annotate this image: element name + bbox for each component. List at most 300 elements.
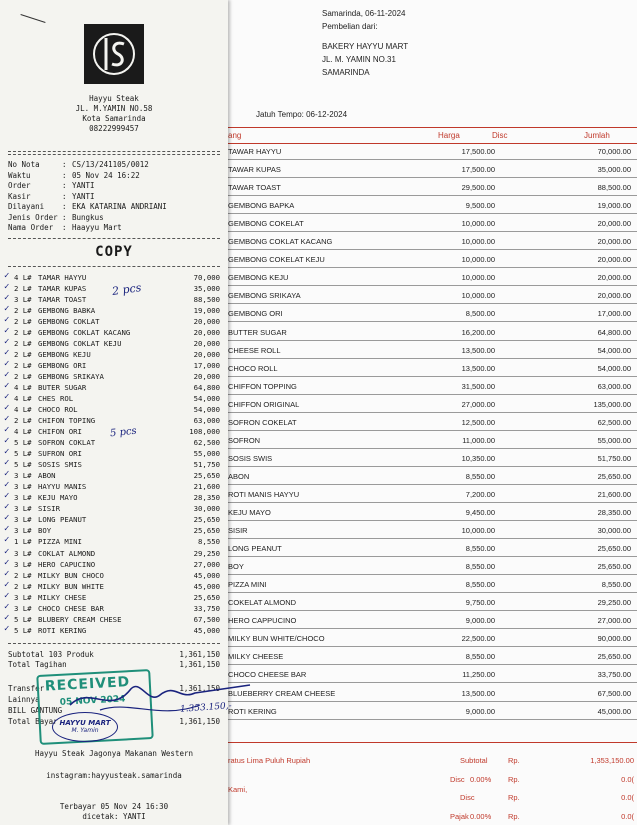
payment-label: BILL GANTUNG xyxy=(8,706,63,715)
check-mark-icon: ✓ xyxy=(4,359,10,370)
table-row xyxy=(222,287,637,304)
item-total: 20,000.00 xyxy=(597,255,631,265)
item-name: KEJU MAYO xyxy=(228,508,271,517)
check-mark-icon: ✓ xyxy=(4,546,10,557)
info-colon: : xyxy=(62,223,67,232)
receipt-item-row xyxy=(0,537,228,548)
item-name: MILKY BUN WHITE xyxy=(38,581,104,591)
table-row xyxy=(222,432,637,449)
item-qty: 2 L# xyxy=(14,581,32,591)
item-name: CHOCO ROLL xyxy=(228,363,278,373)
item-price: 21,600 xyxy=(193,482,220,492)
summary-value: 1,353,150.00 xyxy=(590,756,634,765)
item-price: 25,650 xyxy=(193,592,220,602)
check-mark-icon: ✓ xyxy=(4,579,10,590)
item-total: 54,000.00 xyxy=(597,345,631,355)
item-name: ROTI KERING xyxy=(38,625,87,635)
check-mark-icon: ✓ xyxy=(4,568,10,579)
item-price: 20,000 xyxy=(193,350,220,360)
item-name: MILKY CHESE xyxy=(38,592,87,602)
receipt-item-row xyxy=(0,438,228,449)
item-price: 9,500.00 xyxy=(465,201,495,211)
item-name: COKLAT ALMOND xyxy=(38,548,96,558)
check-mark-icon: ✓ xyxy=(4,282,10,293)
item-total: 27,000.00 xyxy=(597,616,631,626)
table-row xyxy=(222,685,637,702)
item-name: TAWAR KUPAS xyxy=(228,165,281,175)
item-price: 22,500.00 xyxy=(461,634,495,644)
item-price: 13,500.00 xyxy=(461,363,495,373)
summary-label: Subtotal xyxy=(460,756,488,765)
check-mark-icon: ✓ xyxy=(4,458,10,469)
item-price: 19,000 xyxy=(193,306,220,316)
receipt-item-row xyxy=(0,546,228,560)
item-name: ABON xyxy=(38,471,56,481)
table-row xyxy=(222,179,637,196)
table-row xyxy=(222,396,637,413)
receipt-item-row xyxy=(0,306,228,317)
table-row xyxy=(222,378,637,395)
receipt-item-row xyxy=(0,579,228,593)
item-price: 8,550.00 xyxy=(465,652,495,662)
check-mark-icon: ✓ xyxy=(4,480,10,491)
item-name: GEMBONG BAPKA xyxy=(228,201,295,211)
item-price: 9,750.00 xyxy=(465,598,495,608)
receipt-item-row xyxy=(0,394,228,405)
item-price: 10,000.00 xyxy=(461,273,495,283)
item-qty: 5 L# xyxy=(14,614,32,624)
item-name: CHES ROL xyxy=(38,394,74,404)
item-name: HERO CAPUCINO xyxy=(38,559,96,569)
item-total: 20,000.00 xyxy=(597,291,631,301)
receipt-divider xyxy=(8,238,220,239)
info-colon: : xyxy=(62,160,67,169)
table-row xyxy=(222,594,637,611)
receipt-item-row xyxy=(0,383,228,394)
item-price: 10,000.00 xyxy=(461,255,495,265)
table-row xyxy=(222,558,637,575)
table-row xyxy=(222,648,637,665)
item-total: 88,500.00 xyxy=(597,183,631,193)
item-total: 70,000.00 xyxy=(597,147,631,156)
summary-currency: Rp. xyxy=(508,811,520,821)
receipt-item-row xyxy=(0,350,228,361)
item-price: 10,350.00 xyxy=(461,453,495,463)
receipt-item-row xyxy=(0,526,228,537)
item-price: 31,500.00 xyxy=(461,381,495,391)
summary-label: Disc xyxy=(460,793,475,802)
table-row xyxy=(222,269,637,286)
item-name: GEMBONG COKELAT xyxy=(228,219,304,229)
item-total: 25,650.00 xyxy=(597,652,631,662)
receipt-item-row xyxy=(0,601,228,615)
item-name: CHOCO CHESE BAR xyxy=(38,603,104,613)
item-name: COKELAT ALMOND xyxy=(228,598,297,608)
item-price: 8,500.00 xyxy=(465,309,495,319)
table-row xyxy=(222,233,637,250)
col-header-name: ang xyxy=(228,131,242,140)
header-top-rule xyxy=(222,127,637,128)
item-total: 33,750.00 xyxy=(597,670,631,680)
item-name: PIZZA MINI xyxy=(228,580,267,590)
item-total: 8,550.00 xyxy=(601,580,631,590)
slogan: Hayyu Steak Jagonya Makanan Western xyxy=(34,749,194,758)
receipt-divider xyxy=(8,643,220,644)
item-price: 10,000.00 xyxy=(461,526,495,536)
item-name: GEMBONG COKLAT KEJU xyxy=(38,339,122,349)
subtotal-label: Subtotal 103 Produk xyxy=(8,650,94,659)
item-qty: 3 L# xyxy=(14,295,32,305)
paid-at: Terbayar 05 Nov 24 16:30 xyxy=(59,802,169,811)
item-price: 9,000.00 xyxy=(465,706,495,716)
item-qty: 3 L# xyxy=(14,603,32,613)
summary-label: Pajak xyxy=(450,811,469,821)
table-row xyxy=(222,324,637,341)
receipt-item-row xyxy=(0,317,228,328)
summary-pct: 0.00% xyxy=(470,811,492,821)
item-name: BOY xyxy=(228,562,244,572)
table-row xyxy=(222,522,637,539)
table-row xyxy=(222,251,637,268)
footer-rule xyxy=(222,742,637,743)
item-qty: 2 L# xyxy=(14,350,32,360)
item-name: GEMBONG SRIKAYA xyxy=(228,291,301,301)
item-price: 8,550.00 xyxy=(465,580,495,590)
item-price: 55,000 xyxy=(193,449,220,459)
info-label: Nama Order xyxy=(8,223,54,232)
item-qty: 2 L# xyxy=(14,317,32,327)
supplier-city: SAMARINDA xyxy=(322,68,370,77)
item-price: 9,000.00 xyxy=(465,616,495,626)
receipt-item-row xyxy=(0,361,228,372)
item-total: 67,500.00 xyxy=(597,688,631,698)
item-price: 51,750 xyxy=(193,460,220,470)
item-total: 19,000.00 xyxy=(597,201,631,211)
table-row xyxy=(222,305,637,322)
receipt-item-row xyxy=(0,557,228,571)
total-label: Total Tagihan xyxy=(8,660,67,669)
item-name: LONG PEANUT xyxy=(38,515,87,525)
check-mark-icon: ✓ xyxy=(4,612,10,623)
item-total: 51,750.00 xyxy=(597,453,631,463)
item-price: 17,500.00 xyxy=(461,165,495,175)
item-name: LONG PEANUT xyxy=(228,544,282,554)
item-qty: 3 L# xyxy=(14,504,32,514)
check-mark-icon: ✓ xyxy=(4,491,10,502)
info-colon: : xyxy=(62,202,67,211)
payment-label: Lainnya xyxy=(8,695,40,704)
info-colon: : xyxy=(62,212,67,222)
item-price: 62,500 xyxy=(193,438,220,448)
summary-value: 0.0( xyxy=(621,793,634,802)
signature xyxy=(60,665,260,725)
item-price: 33,750 xyxy=(193,603,220,613)
instagram: instagram:hayyusteak.samarinda xyxy=(46,771,182,780)
stamp-date: 05 NOV 2024 xyxy=(59,694,126,708)
total-value: 1,361,150 xyxy=(179,660,220,669)
item-total: 20,000.00 xyxy=(597,273,631,283)
item-name: CHOCO CHEESE BAR xyxy=(228,670,307,680)
table-row xyxy=(222,630,637,647)
item-price: 25,650 xyxy=(193,526,220,536)
item-total: 54,000.00 xyxy=(597,363,631,373)
item-price: 8,550.00 xyxy=(465,562,495,572)
info-value: EKA KATARINA ANDRIANI xyxy=(72,202,167,211)
summary-value: 0.0( xyxy=(621,811,634,821)
item-price: 20,000 xyxy=(193,317,220,327)
item-qty: 3 L# xyxy=(14,471,32,481)
dash-mark xyxy=(20,14,45,23)
receipt-item-row xyxy=(0,339,228,350)
item-name: GEMBONG SRIKAYA xyxy=(38,372,104,382)
handwritten-amount: 1.353.150,- xyxy=(179,701,233,715)
item-name: SOSIS SWIS xyxy=(228,453,273,463)
check-mark-icon: ✓ xyxy=(4,337,10,348)
summary-currency: Rp. xyxy=(508,774,520,784)
item-total: 20,000.00 xyxy=(597,219,631,229)
check-mark-icon: ✓ xyxy=(4,348,10,359)
item-total: 25,650.00 xyxy=(597,562,631,572)
item-price: 10,000.00 xyxy=(461,219,495,229)
check-mark-icon: ✓ xyxy=(4,425,10,436)
stamp-location: M. Yamin xyxy=(71,727,99,734)
item-price: 108,000 xyxy=(189,427,220,437)
item-price: 13,500.00 xyxy=(461,688,495,698)
item-name: BUTTER SUGAR xyxy=(228,327,287,337)
check-mark-icon: ✓ xyxy=(4,590,10,601)
item-total: 29,250.00 xyxy=(597,598,631,608)
check-mark-icon: ✓ xyxy=(4,381,10,392)
check-mark-icon: ✓ xyxy=(4,403,10,414)
item-price: 54,000 xyxy=(193,394,220,404)
item-total: 25,650.00 xyxy=(597,544,631,554)
item-price: 7,200.00 xyxy=(465,489,495,499)
table-row xyxy=(222,197,637,214)
item-price: 29,250 xyxy=(193,548,220,558)
table-row xyxy=(222,703,637,720)
item-name: GEMBONG BABKA xyxy=(38,306,96,316)
item-total: 45,000.00 xyxy=(597,706,631,716)
item-qty: 5 L# xyxy=(14,460,32,470)
receipt-divider xyxy=(8,266,220,267)
item-total: 55,000.00 xyxy=(597,435,631,445)
item-qty: 4 L# xyxy=(14,394,32,404)
item-name: CHIFFON TOPPING xyxy=(228,381,297,391)
item-price: 17,000 xyxy=(193,361,220,371)
receipt-item-row xyxy=(0,612,228,626)
item-price: 67,500 xyxy=(193,614,220,624)
item-price: 9,450.00 xyxy=(465,508,495,517)
check-mark-icon: ✓ xyxy=(4,447,10,458)
item-total: 28,350.00 xyxy=(597,508,631,517)
info-colon: : xyxy=(62,181,67,190)
item-qty: 3 L# xyxy=(14,482,32,492)
item-qty: 5 L# xyxy=(14,625,32,635)
item-name: GEMBONG COKLAT KACANG xyxy=(228,237,333,247)
item-total: 63,000.00 xyxy=(597,381,631,391)
item-price: 17,500.00 xyxy=(461,147,495,156)
item-qty: 2 L# xyxy=(14,570,32,580)
amount-in-words: ratus Lima Puluh Rupiah xyxy=(228,756,311,765)
store-city: Kota Samarinda xyxy=(82,114,146,123)
item-name: MILKY BUN CHOCO xyxy=(38,570,104,580)
receipt-item-row xyxy=(0,482,228,493)
item-name: BLUEBERRY CREAM CHEESE xyxy=(228,688,336,698)
item-qty: 2 L# xyxy=(14,361,32,371)
check-mark-icon: ✓ xyxy=(4,623,10,634)
check-mark-icon: ✓ xyxy=(4,524,10,535)
info-label: Kasir xyxy=(8,191,31,201)
item-qty: 2 L# xyxy=(14,416,32,426)
item-price: 45,000 xyxy=(193,581,220,591)
item-price: 10,000.00 xyxy=(461,291,495,301)
item-name: SOSIS SMIS xyxy=(38,460,82,470)
table-row xyxy=(222,161,637,178)
kupas-handwritten-note: 2 pcs xyxy=(111,281,143,298)
item-qty: 4 L# xyxy=(14,273,32,282)
store-name: Hayyu Steak xyxy=(89,94,139,103)
item-price: 10,000.00 xyxy=(461,237,495,247)
item-name: SOFRON COKLAT xyxy=(38,438,96,448)
item-name: GEMBONG COKLAT xyxy=(38,317,100,327)
info-value: CS/13/241105/0012 xyxy=(72,160,149,169)
table-row xyxy=(222,215,637,232)
receipt-item-row xyxy=(0,416,228,427)
item-price: 29,500.00 xyxy=(461,183,495,193)
subtotal-value: 1,361,150 xyxy=(179,650,220,659)
item-qty: 3 L# xyxy=(14,493,32,503)
item-name: SISIR xyxy=(38,504,60,514)
receipt-item-row xyxy=(0,328,228,339)
item-name: SUFRON ORI xyxy=(38,449,82,459)
item-price: 88,500 xyxy=(193,295,220,305)
item-name: PIZZA MINI xyxy=(38,537,82,547)
item-name: CHIFON ORI xyxy=(38,427,82,437)
item-name: KEJU MAYO xyxy=(38,493,78,503)
check-mark-icon: ✓ xyxy=(4,326,10,337)
item-name: ABON xyxy=(228,471,250,481)
info-label: Jenis Order xyxy=(8,212,58,222)
receipt-item-row xyxy=(0,471,228,482)
summary-pct: 0.00% xyxy=(470,774,492,784)
check-mark-icon: ✓ xyxy=(4,535,10,546)
check-mark-icon: ✓ xyxy=(4,293,10,304)
item-name: CHEESE ROLL xyxy=(228,345,281,355)
item-price: 25,650 xyxy=(193,471,220,481)
printed-by: dicetak: YANTI xyxy=(82,812,146,821)
table-row xyxy=(222,504,637,521)
info-label: No Nota xyxy=(8,160,40,169)
payment-value: 1,361,150 xyxy=(179,717,220,726)
bought-from-label: Pembelian dari: xyxy=(322,22,378,31)
item-total: 25,650.00 xyxy=(597,471,631,481)
item-price: 16,200.00 xyxy=(461,327,495,337)
table-row xyxy=(222,666,637,683)
item-name: ROTI KERING xyxy=(228,706,277,716)
item-qty: 5 L# xyxy=(14,449,32,459)
item-qty: 2 L# xyxy=(14,372,32,382)
item-name: TAMAR HAYYU xyxy=(38,273,87,282)
item-name: TAWAR TOAST xyxy=(228,183,281,193)
table-row xyxy=(222,414,637,431)
table-row xyxy=(222,360,637,377)
check-mark-icon: ✓ xyxy=(4,436,10,447)
item-total: 17,000.00 xyxy=(597,309,631,319)
store-address: JL. M.YAMIN NO.58 xyxy=(75,104,153,113)
item-qty: 3 L# xyxy=(14,515,32,525)
item-total: 21,600.00 xyxy=(597,489,631,499)
item-price: 35,000 xyxy=(193,284,220,294)
due-date: Jatuh Tempo: 06-12-2024 xyxy=(256,110,348,119)
check-mark-icon: ✓ xyxy=(4,392,10,403)
check-mark-icon: ✓ xyxy=(4,304,10,315)
receipt-item-row xyxy=(0,449,228,460)
item-name: BOY xyxy=(38,526,52,536)
item-name: SISIR xyxy=(228,526,248,536)
item-qty: 3 L# xyxy=(14,548,32,558)
item-price: 20,000 xyxy=(193,328,220,338)
item-qty: 5 L# xyxy=(14,438,32,448)
item-price: 11,000.00 xyxy=(462,435,495,445)
item-total: 62,500.00 xyxy=(597,417,631,427)
receipt-item-row xyxy=(0,623,228,637)
item-price: 25,650 xyxy=(193,515,220,525)
item-name: TAMAR KUPAS xyxy=(38,284,87,294)
item-price: 27,000 xyxy=(193,559,220,569)
item-qty: 4 L# xyxy=(14,427,32,437)
chifon-handwritten-note: 5 pcs xyxy=(109,425,138,440)
item-price: 30,000 xyxy=(193,504,220,514)
info-label: Waktu xyxy=(8,170,31,180)
item-total: 90,000.00 xyxy=(597,634,631,644)
check-mark-icon: ✓ xyxy=(4,370,10,381)
item-name: MILKY BUN WHITE/CHOCO xyxy=(228,634,325,644)
info-value: YANTI xyxy=(72,191,95,201)
item-qty: 2 L# xyxy=(14,306,32,316)
item-price: 20,000 xyxy=(193,339,220,349)
receipt-item-row xyxy=(0,372,228,383)
info-value: Haayyu Mart xyxy=(72,223,122,232)
item-qty: 3 L# xyxy=(14,526,32,536)
item-qty: 3 L# xyxy=(14,559,32,569)
item-price: 54,000 xyxy=(193,405,220,415)
item-qty: 3 L# xyxy=(14,592,32,602)
table-row xyxy=(222,468,637,485)
item-price: 8,550 xyxy=(198,537,220,547)
item-name: HERO CAPPUCINO xyxy=(228,616,297,626)
item-price: 70,000 xyxy=(193,273,220,282)
item-name: GEMBONG KEJU xyxy=(228,273,289,283)
col-header-total: Jumlah xyxy=(584,131,610,140)
item-name: MILKY CHEESE xyxy=(228,652,284,662)
item-name: GEMBONG ORI xyxy=(228,309,283,319)
receipt-item-row xyxy=(0,460,228,471)
store-phone: 08222999457 xyxy=(89,124,139,133)
info-value: 05 Nov 24 16:22 xyxy=(72,170,140,180)
invoice-note: Kami, xyxy=(228,785,248,794)
receipt-item-row xyxy=(0,405,228,416)
item-name: GEMBONG ORI xyxy=(38,361,87,371)
col-header-disc: Disc xyxy=(492,131,508,140)
item-name: GEMBONG COKELAT KEJU xyxy=(228,255,325,265)
table-row xyxy=(222,143,637,160)
supplier-address: JL. M. YAMIN NO.31 xyxy=(322,55,396,64)
item-price: 27,000.00 xyxy=(461,399,495,409)
item-total: 20,000.00 xyxy=(597,237,631,247)
summary-value: 0.0( xyxy=(621,774,634,784)
receipt-divider xyxy=(8,151,220,152)
item-price: 12,500.00 xyxy=(461,417,495,427)
